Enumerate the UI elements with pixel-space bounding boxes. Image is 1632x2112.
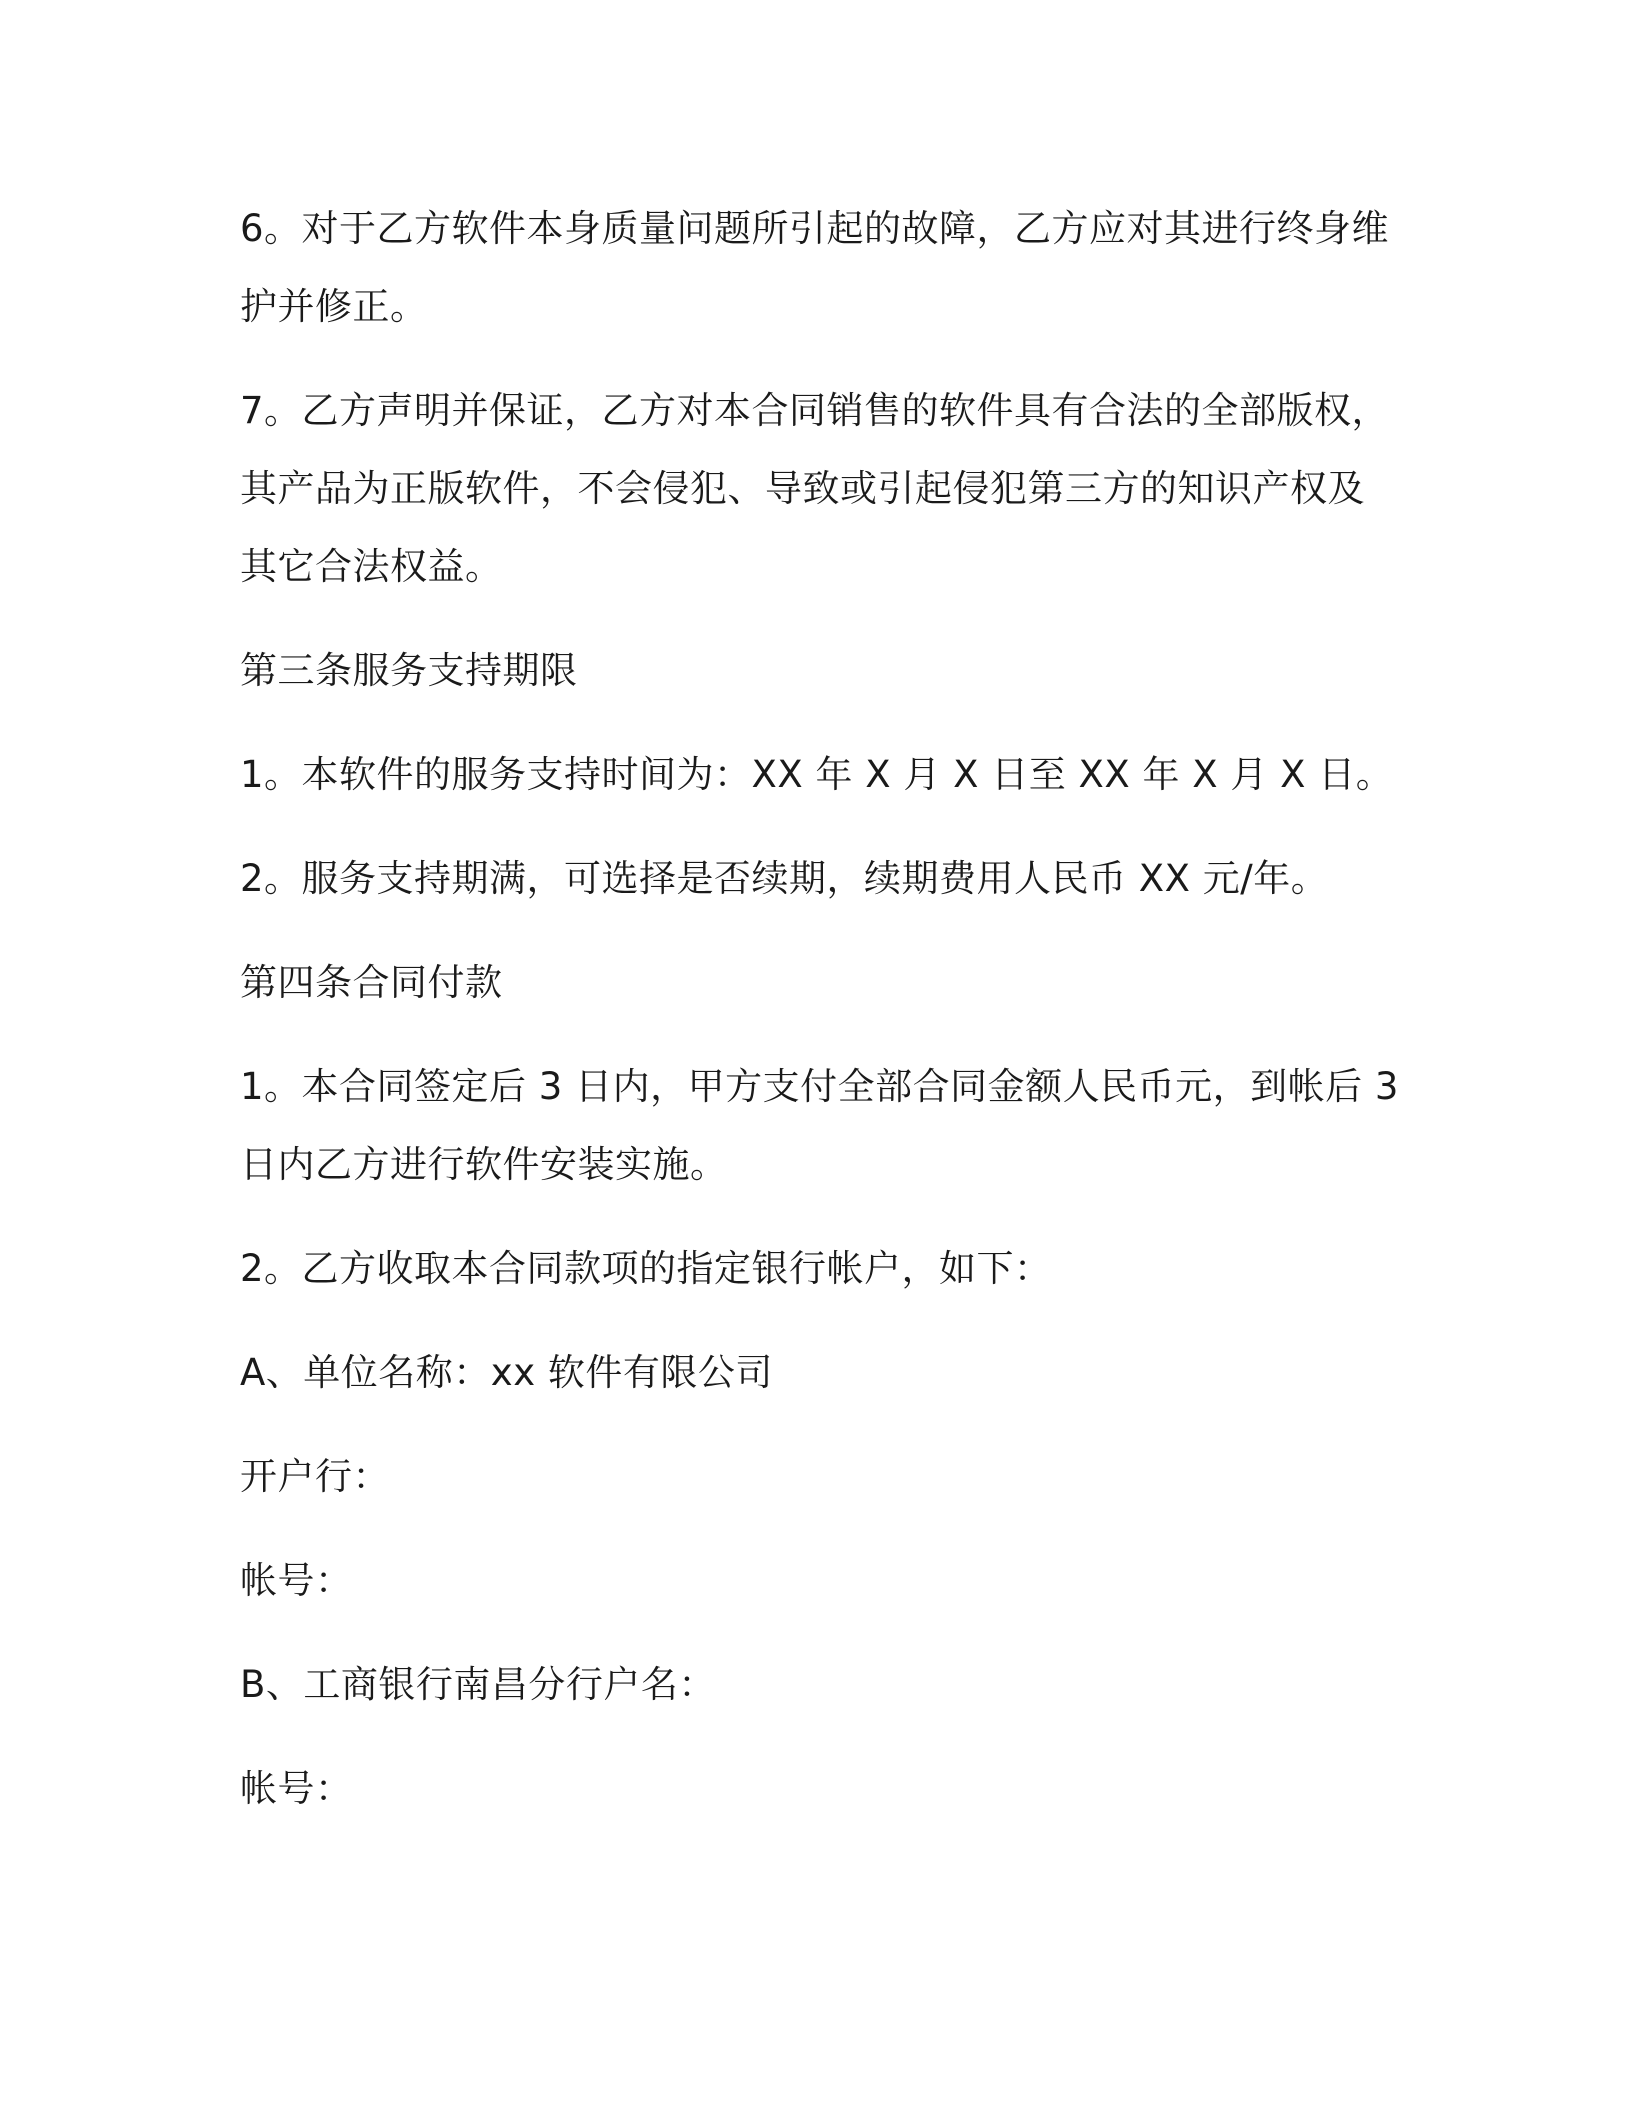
account-b-holder: B、工商银行南昌分行户名： <box>240 1663 716 1706</box>
clause-3-item-1: 1。本软件的服务支持时间为：XX 年 X 月 X 日至 XX 年 X 月 X 日。 <box>240 753 1394 796</box>
account-b-number: 帐号： <box>240 1767 353 1810</box>
account-a-number: 帐号： <box>240 1559 353 1602</box>
clause-4-item-2: 2。乙方收取本合同款项的指定银行帐户，如下： <box>240 1247 1052 1290</box>
clause-3-heading: 第三条服务支持期限 <box>240 649 578 692</box>
clause-4-item-1: 1。本合同签定后 3 日内，甲方支付全部合同金额人民币元，到帐后 3 日内乙方进行软件安装实施。 <box>240 1065 1399 1186</box>
account-a-bank: 开户行： <box>240 1455 390 1498</box>
account-a-company-name: A、单位名称：xx 软件有限公司 <box>240 1351 773 1394</box>
clause-2-item-6: 6。对于乙方软件本身质量问题所引起的故障，乙方应对其进行终身维护并修正。 <box>240 207 1390 328</box>
document-body <box>240 190 1400 1854</box>
clause-4-heading: 第四条合同付款 <box>240 961 503 1004</box>
clause-3-item-2: 2。服务支持期满，可选择是否续期，续期费用人民币 XX 元/年。 <box>240 857 1329 900</box>
clause-2-item-7: 7。乙方声明并保证，乙方对本合同销售的软件具有合法的全部版权，其产品为正版软件，不会侵犯、导致或引起侵犯第三方的知识产权及其它合法权益。 <box>240 389 1390 588</box>
